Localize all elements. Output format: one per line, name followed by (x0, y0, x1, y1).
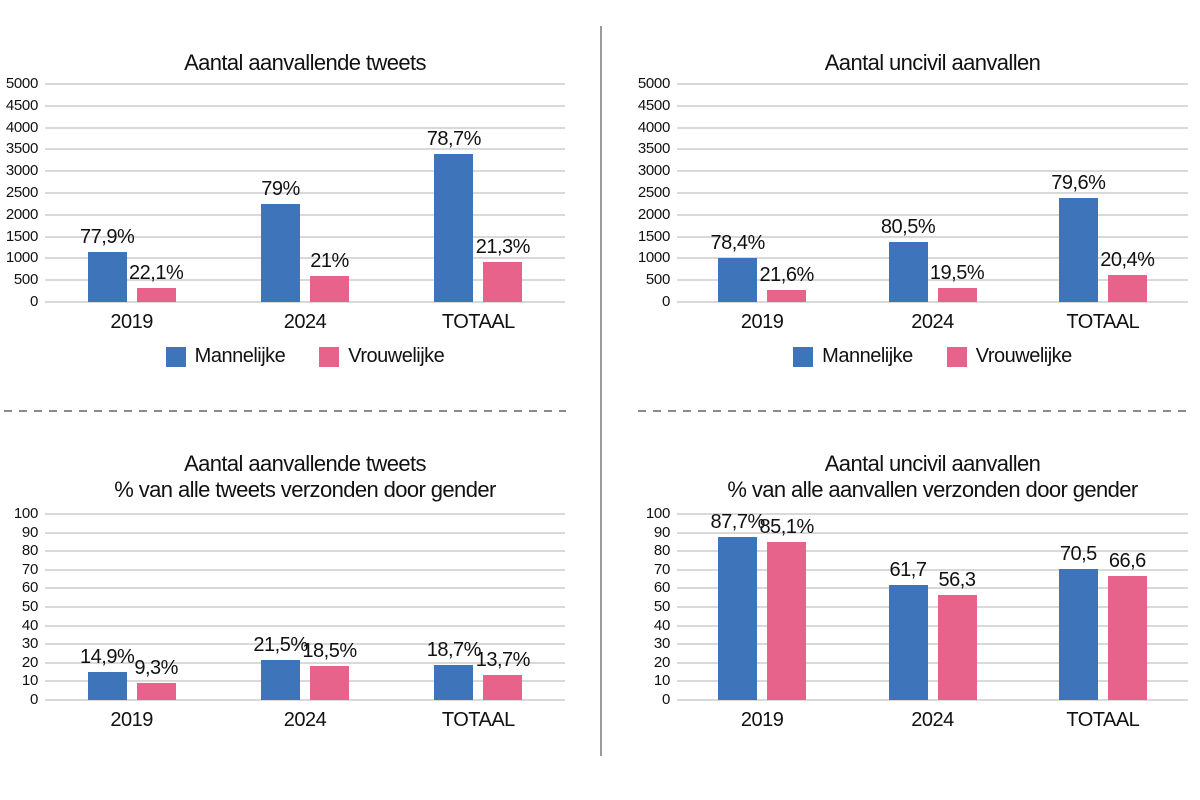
bar-value-label: 80,5% (880, 216, 936, 238)
bar-value-label: 61,7 (889, 559, 927, 581)
y-axis-tick-label: 2500 (637, 184, 670, 201)
y-axis-tick-label: 4000 (637, 118, 670, 136)
x-axis-label: TOTAAL (1066, 709, 1140, 731)
y-axis-tick-label: 4000 (5, 118, 38, 136)
x-axis-label: 2019 (110, 709, 153, 731)
chart-title-block (45, 451, 565, 503)
chart-offensive-tweets-percent (0, 445, 600, 760)
x-axis-label: 2019 (110, 311, 153, 333)
bar-value-label: 78,7% (426, 128, 481, 150)
legend-label: Vrouwelijke (975, 345, 1072, 367)
x-axis-label: TOTAAL (1066, 311, 1140, 333)
chart-title: Aantal aanvallende tweets (184, 50, 426, 75)
y-axis-tick-label: 0 (661, 691, 670, 708)
bar-vrouwelijke (310, 276, 349, 302)
chart-subtitle: % van alle aanvallen verzonden door gender (727, 477, 1138, 502)
x-axis-label: 2024 (283, 709, 327, 731)
legend-label: Mannelijke (822, 345, 913, 367)
y-axis-tick-label: 40 (653, 616, 670, 634)
y-axis-tick-label: 20 (21, 653, 38, 671)
x-axis-label: TOTAAL (441, 311, 515, 333)
y-axis-tick-label: 40 (21, 616, 38, 634)
legend-item-mannelijke (166, 345, 286, 368)
y-axis-tick-label: 5000 (637, 75, 670, 92)
chart-uncivil-attacks-count (632, 40, 1200, 385)
bar-value-label: 14,9% (80, 646, 135, 668)
bar-value-label: 13,7% (475, 649, 530, 671)
gridline (45, 513, 565, 515)
y-axis-tick-label: 10 (21, 672, 38, 690)
y-axis-tick-label: 5000 (5, 75, 38, 92)
y-axis-tick-label: 30 (653, 635, 670, 653)
y-axis-tick-label: 2000 (5, 205, 38, 223)
chart-offensive-tweets-count (0, 40, 600, 385)
bar-vrouwelijke (137, 683, 176, 700)
y-axis-tick-label: 60 (653, 579, 670, 597)
bar-value-label: 20,4% (1100, 249, 1155, 271)
y-axis-tick-label: 100 (13, 505, 38, 522)
vertical-divider (600, 26, 602, 756)
x-axis-label: 2019 (740, 709, 784, 731)
y-axis-tick-label: 1000 (5, 249, 38, 267)
chart-subtitle: % van alle tweets verzonden door gender (114, 477, 496, 502)
legend-item-vrouwelijke (947, 345, 1072, 368)
y-axis-tick-label: 2000 (637, 205, 670, 223)
legend-label: Mannelijke (194, 345, 286, 367)
gridline (45, 214, 565, 216)
y-axis-tick-label: 70 (21, 560, 38, 578)
y-axis-tick-label: 3000 (637, 162, 670, 180)
chart-title: Aantal uncivil aanvallen (824, 50, 1041, 75)
y-axis-tick-label: 10 (653, 672, 670, 690)
x-axis-label: 2024 (911, 311, 954, 333)
gridline (45, 606, 565, 608)
y-axis-tick-label: 3000 (5, 162, 38, 180)
chart-title-block (677, 50, 1188, 76)
bar-value-label: 79% (261, 178, 300, 200)
bar-vrouwelijke (938, 288, 977, 302)
gridline (45, 83, 565, 85)
bar-mannelijke (1059, 569, 1098, 700)
gridline (45, 550, 565, 552)
bar-value-label: 9,3% (134, 657, 178, 679)
chart-title-block (677, 451, 1188, 503)
bar-value-label: 18,5% (302, 640, 357, 662)
y-axis-tick-label: 3500 (5, 140, 38, 158)
dashed-divider-right (638, 410, 1192, 412)
y-axis-tick-label: 4500 (5, 96, 38, 114)
bar-value-label: 66,6 (1108, 550, 1146, 572)
bar-vrouwelijke (767, 542, 806, 700)
y-axis-tick-label: 80 (21, 542, 38, 560)
chart-uncivil-attacks-percent (632, 445, 1200, 760)
y-axis-tick-label: 4500 (637, 96, 670, 114)
gridline (677, 83, 1188, 85)
gridline (45, 625, 565, 627)
chart-title: Aantal uncivil aanvallen (824, 451, 1041, 476)
gridline (45, 587, 565, 589)
legend-swatch-female-icon (947, 347, 967, 367)
bar-value-label: 19,5% (929, 262, 985, 284)
y-axis-tick-label: 1500 (5, 227, 38, 245)
bar-vrouwelijke (938, 595, 977, 700)
bar-mannelijke (718, 537, 757, 700)
y-axis-tick-label: 3500 (637, 140, 670, 158)
gridline (677, 148, 1188, 150)
bar-vrouwelijke (483, 675, 522, 700)
gridline (45, 170, 565, 172)
bar-value-label: 87,7% (710, 511, 765, 533)
bar-vrouwelijke (310, 666, 349, 700)
y-axis-tick-label: 50 (653, 598, 670, 615)
y-axis-tick-label: 90 (21, 523, 38, 541)
x-axis-label: 2024 (283, 311, 327, 333)
bar-value-label: 18,7% (426, 639, 481, 661)
gridline (45, 532, 565, 534)
y-axis-tick-label: 80 (653, 542, 670, 560)
bar-value-label: 22,1% (129, 262, 184, 284)
bar-mannelijke (434, 154, 473, 302)
bar-value-label: 70,5 (1059, 543, 1097, 565)
y-axis-tick-label: 500 (645, 271, 670, 289)
x-axis-label: 2019 (740, 311, 784, 333)
bar-vrouwelijke (767, 290, 806, 302)
legend-swatch-female-icon (319, 347, 339, 367)
y-axis-tick-label: 0 (661, 293, 670, 310)
bar-value-label: 21,3% (475, 236, 530, 258)
bar-vrouwelijke (483, 262, 522, 302)
y-axis-tick-label: 90 (653, 523, 670, 541)
bar-value-label: 21% (310, 250, 349, 272)
y-axis-tick-label: 2500 (5, 184, 38, 201)
y-axis-tick-label: 60 (21, 579, 38, 597)
y-axis-tick-label: 70 (653, 560, 670, 578)
legend (45, 345, 565, 368)
legend (677, 345, 1188, 368)
gridline (45, 569, 565, 571)
gridline (677, 127, 1188, 129)
bar-vrouwelijke (137, 288, 176, 302)
y-axis-tick-label: 50 (21, 598, 38, 615)
dashed-divider-left (4, 410, 566, 412)
bar-value-label: 79,6% (1051, 172, 1106, 194)
y-axis-tick-label: 500 (13, 271, 38, 289)
bar-vrouwelijke (1108, 275, 1147, 302)
bar-mannelijke (261, 660, 300, 700)
legend-item-mannelijke (793, 345, 913, 368)
y-axis-tick-label: 1500 (637, 227, 670, 245)
bar-vrouwelijke (1108, 576, 1147, 700)
bar-value-label: 21,5% (253, 634, 308, 656)
legend-item-vrouwelijke (319, 345, 444, 368)
chart-title: Aantal aanvallende tweets (184, 451, 426, 476)
legend-label: Vrouwelijke (348, 345, 445, 367)
y-axis-tick-label: 100 (645, 505, 670, 522)
y-axis-tick-label: 0 (29, 691, 38, 708)
bar-value-label: 78,4% (710, 232, 765, 254)
legend-swatch-male-icon (793, 347, 813, 367)
legend-swatch-male-icon (166, 347, 186, 367)
bar-value-label: 77,9% (80, 226, 135, 248)
bar-mannelijke (889, 585, 928, 700)
y-axis-tick-label: 20 (653, 653, 670, 671)
bar-value-label: 85,1% (759, 516, 814, 538)
bar-value-label: 56,3 (938, 569, 976, 591)
x-axis-label: 2024 (911, 709, 954, 731)
x-axis-label: TOTAAL (441, 709, 515, 731)
gridline (45, 105, 565, 107)
y-axis-tick-label: 30 (21, 635, 38, 653)
gridline (677, 105, 1188, 107)
y-axis-tick-label: 1000 (637, 249, 670, 267)
y-axis-tick-label: 0 (29, 293, 38, 310)
chart-title-block (45, 50, 565, 76)
bar-value-label: 21,6% (759, 264, 814, 286)
